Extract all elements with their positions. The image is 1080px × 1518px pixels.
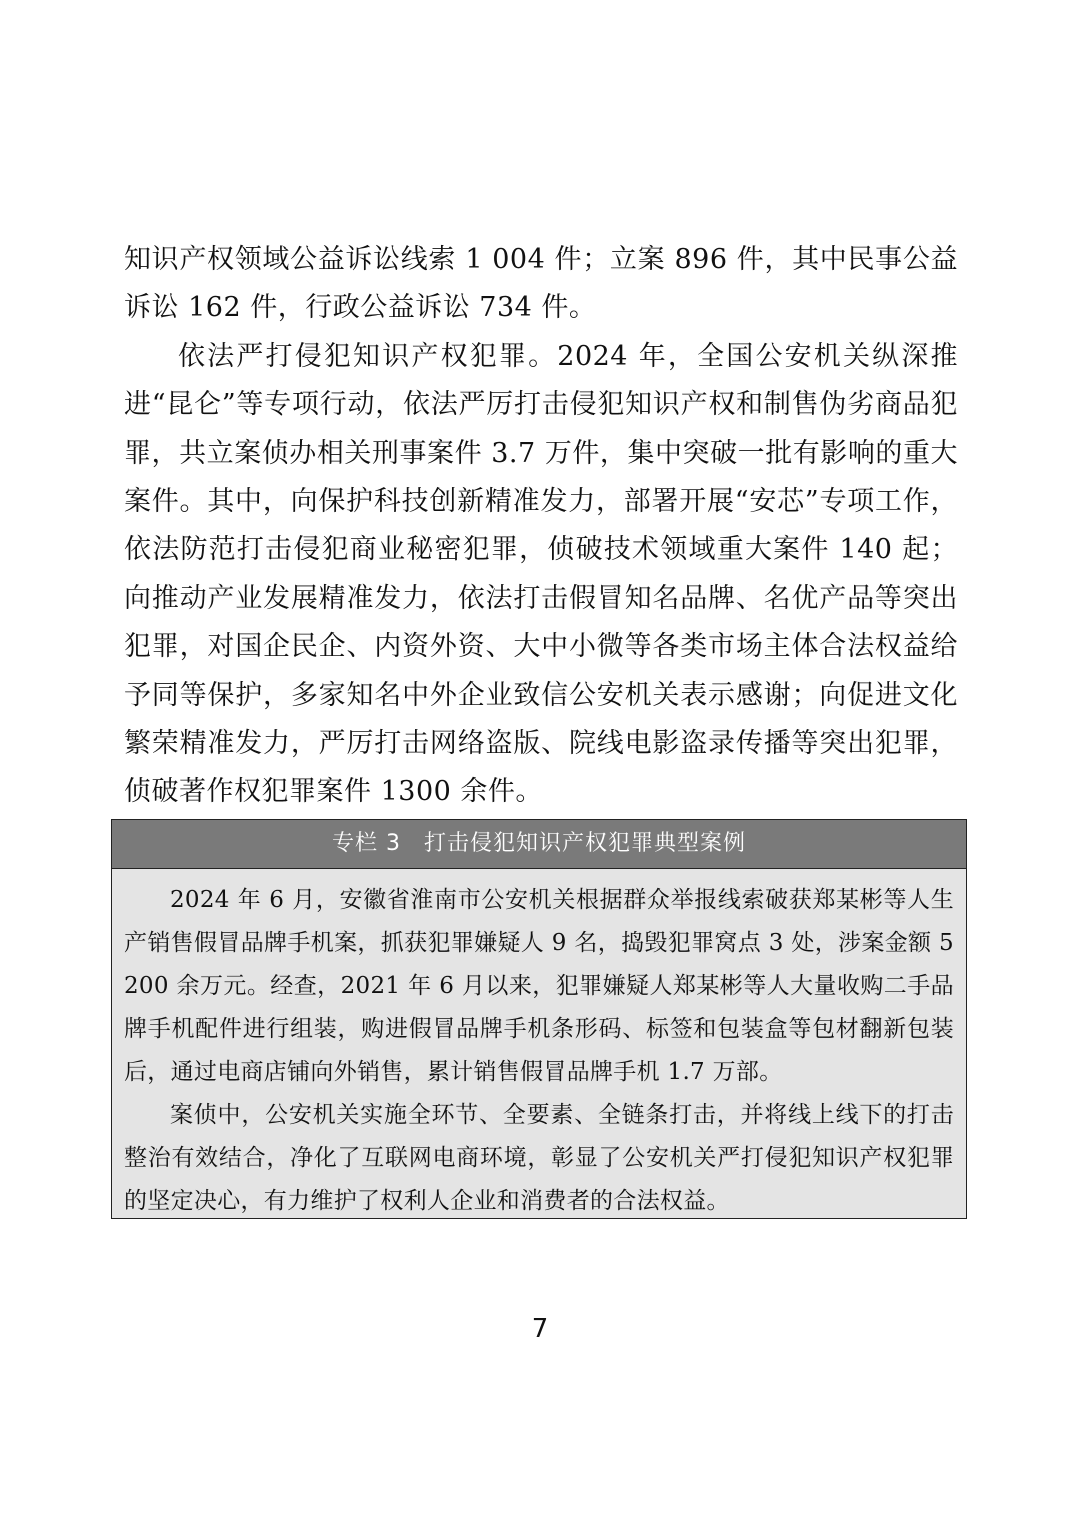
page-number: 7 <box>531 1314 549 1344</box>
case-box-content <box>112 869 966 1223</box>
body-paragraph-continued: 知识产权领域公益诉讼线索 1 004 件；立案 896 件，其中民事公益诉讼 162 件，行政公益诉讼 734 件。 <box>124 244 958 324</box>
case-paragraph-1: 2024 年 6 月，安徽省淮南市公安机关根据群众举报线索破获郑某彬等人生产销售假冒品牌手机案，抓获犯罪嫌疑人 9 名，捣毁犯罪窝点 3 处，涉案金额 5 200 余万元。经查，2021 年 6 月以来，犯罪嫌疑人郑某彬等人大量收购二手品牌手机配件进行组装，购进假冒品牌手机条形码、标签和包装盒等包材翻新包装后，通过电商店铺向外销售，累计销售假冒品牌手机 1.7 万部。 <box>124 887 954 1085</box>
body-text <box>124 236 958 817</box>
case-study-box <box>111 819 967 1219</box>
case-box-title: 专栏 3 打击侵犯知识产权犯罪典型案例 <box>112 820 966 869</box>
body-paragraph-ip-crime: 依法严打侵犯知识产权犯罪。2024 年，全国公安机关纵深推进“昆仑”等专项行动，依法严厉打击侵犯知识产权和制售伪劣商品犯罪，共立案侦办相关刑事案件 3.7 万件，集中突破一批有影响的重大案件。其中，向保护科技创新精准发力，部署开展“安芯”专项工作，依法防范打击侵犯商业秘密犯罪，侦破技术领域重大案件 140 起；向推动产业发展精准发力，依法打击假冒知名品牌、名优产品等突出犯罪，对国企民企、内资外资、大中小微等各类市场主体合法权益给予同等保护，多家知名中外企业致信公安机关表示感谢；向促进文化繁荣精准发力，严厉打击网络盗版、院线电影盗录传播等突出犯罪，侦破著作权犯罪案件 1300 余件。 <box>124 340 958 808</box>
case-paragraph-2: 案侦中，公安机关实施全环节、全要素、全链条打击，并将线上线下的打击整治有效结合，净化了互联网电商环境，彰显了公安机关严打侵犯知识产权犯罪的坚定决心，有力维护了权利人企业和消费者的合法权益。 <box>124 1102 954 1214</box>
